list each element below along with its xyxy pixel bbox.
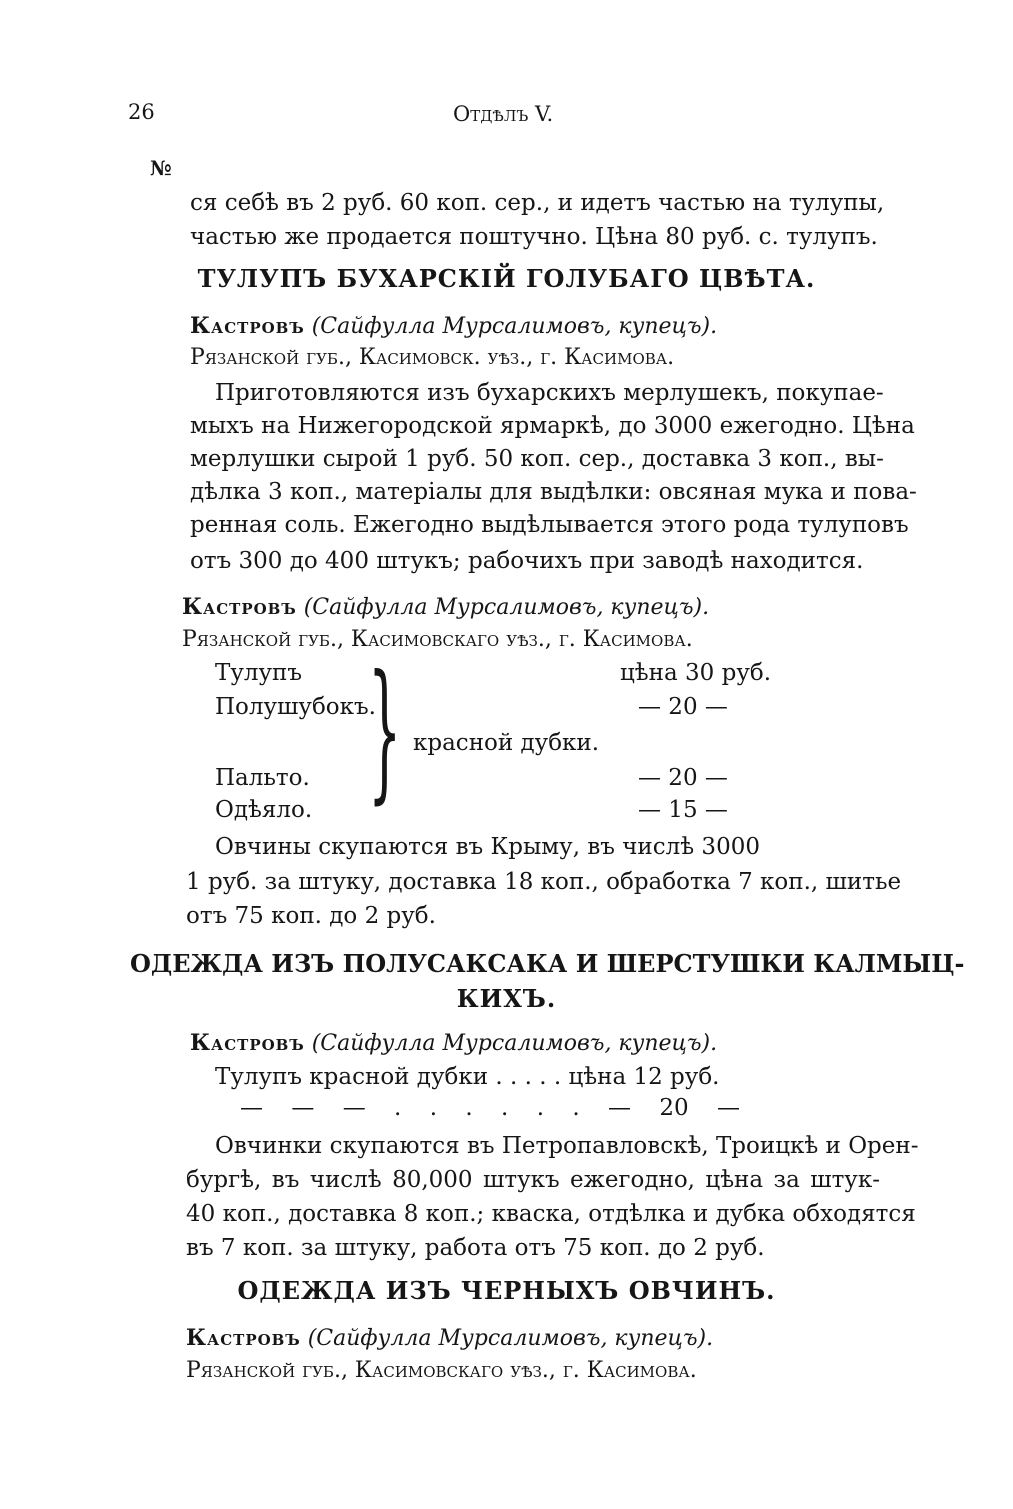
para3-line-3: 40 коп., доставка 8 коп.; кваска, отдѣлка и дубка обходятся [186, 1201, 916, 1227]
author-detail: (Сайфулла Мурсалимовъ, купецъ). [303, 595, 710, 620]
para1-line-2: мыхъ на Нижегородской ярмаркѣ, до 3000 ежегодно. Цѣна [190, 413, 915, 439]
para1-line-4: дѣлка 3 коп., матеріалы для выдѣлки: овсяная мука и пова- [190, 479, 917, 505]
item-tulup: Тулупъ [215, 660, 302, 686]
section-heading-3-line-2: КИХЪ. [456, 984, 557, 1013]
section-heading-1: ТУЛУПЪ БУХАРСКІЙ ГОЛУБАГО ЦВѢТА. [197, 264, 816, 293]
author-name: Кастровъ [190, 313, 305, 339]
para1-line-5: ренная соль. Ежегодно выдѣлывается этого рода тулуповъ [190, 512, 909, 538]
brace-glyph: } [368, 644, 402, 818]
item-polushubok: Полушубокъ. [215, 694, 376, 720]
para1-line-6: отъ 300 до 400 штукъ; рабочихъ при заводѣ находится. [190, 548, 864, 574]
author-name: Кастровъ [186, 1325, 301, 1351]
note-line-3: отъ 75 коп. до 2 руб. [186, 903, 436, 929]
item-palto: Пальто. [215, 765, 310, 791]
author-detail: (Сайфулла Мурсалимовъ, купецъ). [311, 314, 718, 339]
note-line-1: Овчины скупаются въ Крыму, въ числѣ 3000 [215, 834, 760, 860]
author-detail: (Сайфулла Мурсалимовъ, купецъ). [307, 1326, 714, 1351]
para1-line-3: мерлушки сырой 1 руб. 50 коп. сер., доставка 3 коп., вы- [190, 446, 884, 472]
author-line-4 [186, 1325, 713, 1351]
author-name: Кастровъ [190, 1030, 305, 1056]
para3-line-2: бургѣ, въ числѣ 80,000 штукъ ежегодно, цѣна за штук- [186, 1167, 880, 1193]
number-sign: № [150, 156, 172, 180]
item-polushubok-price: — 20 — [638, 694, 728, 720]
running-head: Отдѣлъ V. [453, 102, 554, 126]
para3-line-4: въ 7 коп. за штуку, работа отъ 75 коп. до 2 руб. [186, 1235, 765, 1261]
author-line-1 [190, 313, 717, 339]
item-tulup-dubki: Тулупъ красной дубки . . . . . цѣна 12 руб. [215, 1064, 720, 1090]
author-line-2 [182, 594, 709, 620]
location-line-1: Рязанской губ., Касимовск. уѣз., г. Касимова. [190, 345, 675, 370]
location-line-4: Рязанской губ., Касимовскаго уѣз., г. Касимова. [186, 1358, 697, 1383]
brace-label: красной дубки. [413, 730, 600, 756]
note-line-2: 1 руб. за штуку, доставка 18 коп., обработка 7 коп., шитье [186, 869, 902, 895]
location-line-2: Рязанской губ., Касимовскаго уѣз., г. Касимова. [182, 627, 693, 652]
author-line-3 [190, 1030, 717, 1056]
page-number: 26 [128, 100, 155, 124]
intro-line-2: частью же продается поштучно. Цѣна 80 руб. с. тулупъ. [190, 224, 878, 250]
item-tulup-price: цѣна 30 руб. [620, 660, 772, 686]
para1-line-1: Приготовляются изъ бухарскихъ мерлушекъ, покупае- [215, 380, 884, 406]
item-ditto: — — — . . . . . . — 20 — [240, 1095, 740, 1121]
item-palto-price: — 20 — [638, 765, 728, 791]
author-name: Кастровъ [182, 594, 297, 620]
section-heading-3-line-1: ОДЕЖДА ИЗЪ ПОЛУСАКСАКА И ШЕРСТУШКИ КАЛМЫЦ- [130, 949, 965, 978]
para3-line-1: Овчинки скупаются въ Петропавловскѣ, Троицкѣ и Орен- [215, 1133, 919, 1159]
intro-line-1: ся себѣ въ 2 руб. 60 коп. сер., и идетъ частью на тулупы, [190, 190, 885, 216]
item-odeyalo: Одѣяло. [215, 797, 313, 823]
item-odeyalo-price: — 15 — [638, 797, 728, 823]
author-detail: (Сайфулла Мурсалимовъ, купецъ). [311, 1031, 718, 1056]
section-heading-4: ОДЕЖДА ИЗЪ ЧЕРНЫХЪ ОВЧИНЪ. [237, 1276, 776, 1305]
